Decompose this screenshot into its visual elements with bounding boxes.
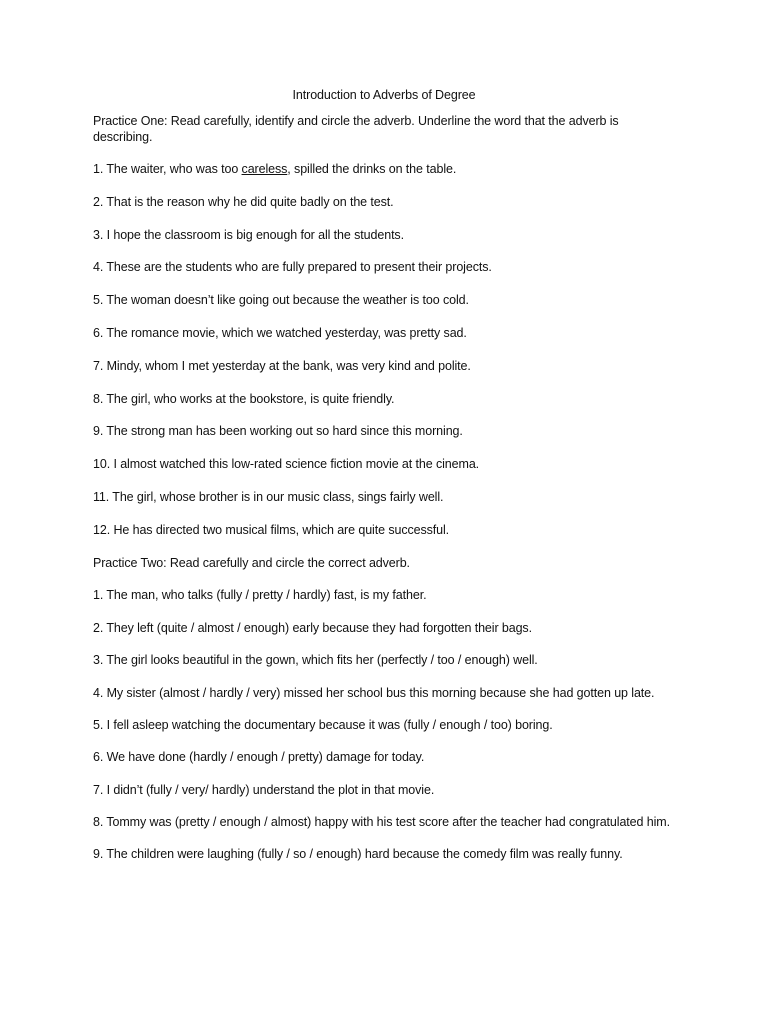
example-text-before: 1. The waiter, who was too	[93, 162, 242, 176]
practice-one-item: 4. These are the students who are fully prepared to present their projects.	[93, 260, 492, 275]
practice-one-section	[93, 161, 733, 538]
example-text-after: , spilled the drinks on the table.	[287, 162, 457, 176]
practice-one-item: 2. That is the reason why he did quite badly on the test.	[93, 194, 394, 209]
practice-one-item: 8. The girl, who works at the bookstore, is quite friendly.	[93, 391, 395, 406]
practice-one-item: 12. He has directed two musical films, which are quite successful.	[93, 522, 450, 537]
practice-two-item: 9. The children were laughing (fully / so / enough) hard because the comedy film was really funny.	[93, 847, 623, 862]
practice-one-example	[93, 161, 733, 177]
practice-two-item: 8. Tommy was (pretty / enough / almost) happy with his test score after the teacher had congratulated him.	[93, 815, 670, 830]
practice-one-item: 11. The girl, whose brother is in our music class, sings fairly well.	[93, 489, 444, 504]
worksheet	[93, 87, 733, 879]
practice-one-item: 7. Mindy, whom I met yesterday at the bank, was very kind and polite.	[93, 358, 471, 373]
practice-one-item: 9. The strong man has been working out so hard since this morning.	[93, 424, 463, 439]
practice-two-item: 1. The man, who talks (fully / pretty / hardly) fast, is my father.	[93, 588, 427, 603]
example-underlined-word: careless	[241, 162, 288, 176]
practice-one-instructions: Practice One: Read carefully, identify and circle the adverb. Underline the word that the adverb is describing.	[93, 114, 619, 144]
practice-two-item: 4. My sister (almost / hardly / very) missed her school bus this morning because she had gotten up late.	[93, 685, 655, 700]
practice-two-item: 3. The girl looks beautiful in the gown, which fits her (perfectly / too / enough) well.	[93, 653, 538, 668]
practice-two-item: 5. I fell asleep watching the documentary because it was (fully / enough / too) boring.	[93, 717, 553, 732]
practice-two-instructions: Practice Two: Read carefully and circle the correct adverb.	[93, 555, 410, 570]
practice-one-item: 3. I hope the classroom is big enough for all the students.	[93, 227, 404, 242]
practice-one-item: 6. The romance movie, which we watched yesterday, was pretty sad.	[93, 325, 467, 340]
practice-two-section	[93, 587, 733, 862]
practice-two-item: 7. I didn’t (fully / very/ hardly) understand the plot in that movie.	[93, 782, 435, 797]
practice-two-item: 6. We have done (hardly / enough / pretty) damage for today.	[93, 750, 425, 765]
practice-one-item: 10. I almost watched this low-rated science fiction movie at the cinema.	[93, 457, 480, 472]
practice-one-item: 5. The woman doesn’t like going out because the weather is too cold.	[93, 293, 469, 308]
page-title: Introduction to Adverbs of Degree	[292, 88, 476, 102]
practice-two-item: 2. They left (quite / almost / enough) early because they had forgotten their bags.	[93, 620, 532, 635]
